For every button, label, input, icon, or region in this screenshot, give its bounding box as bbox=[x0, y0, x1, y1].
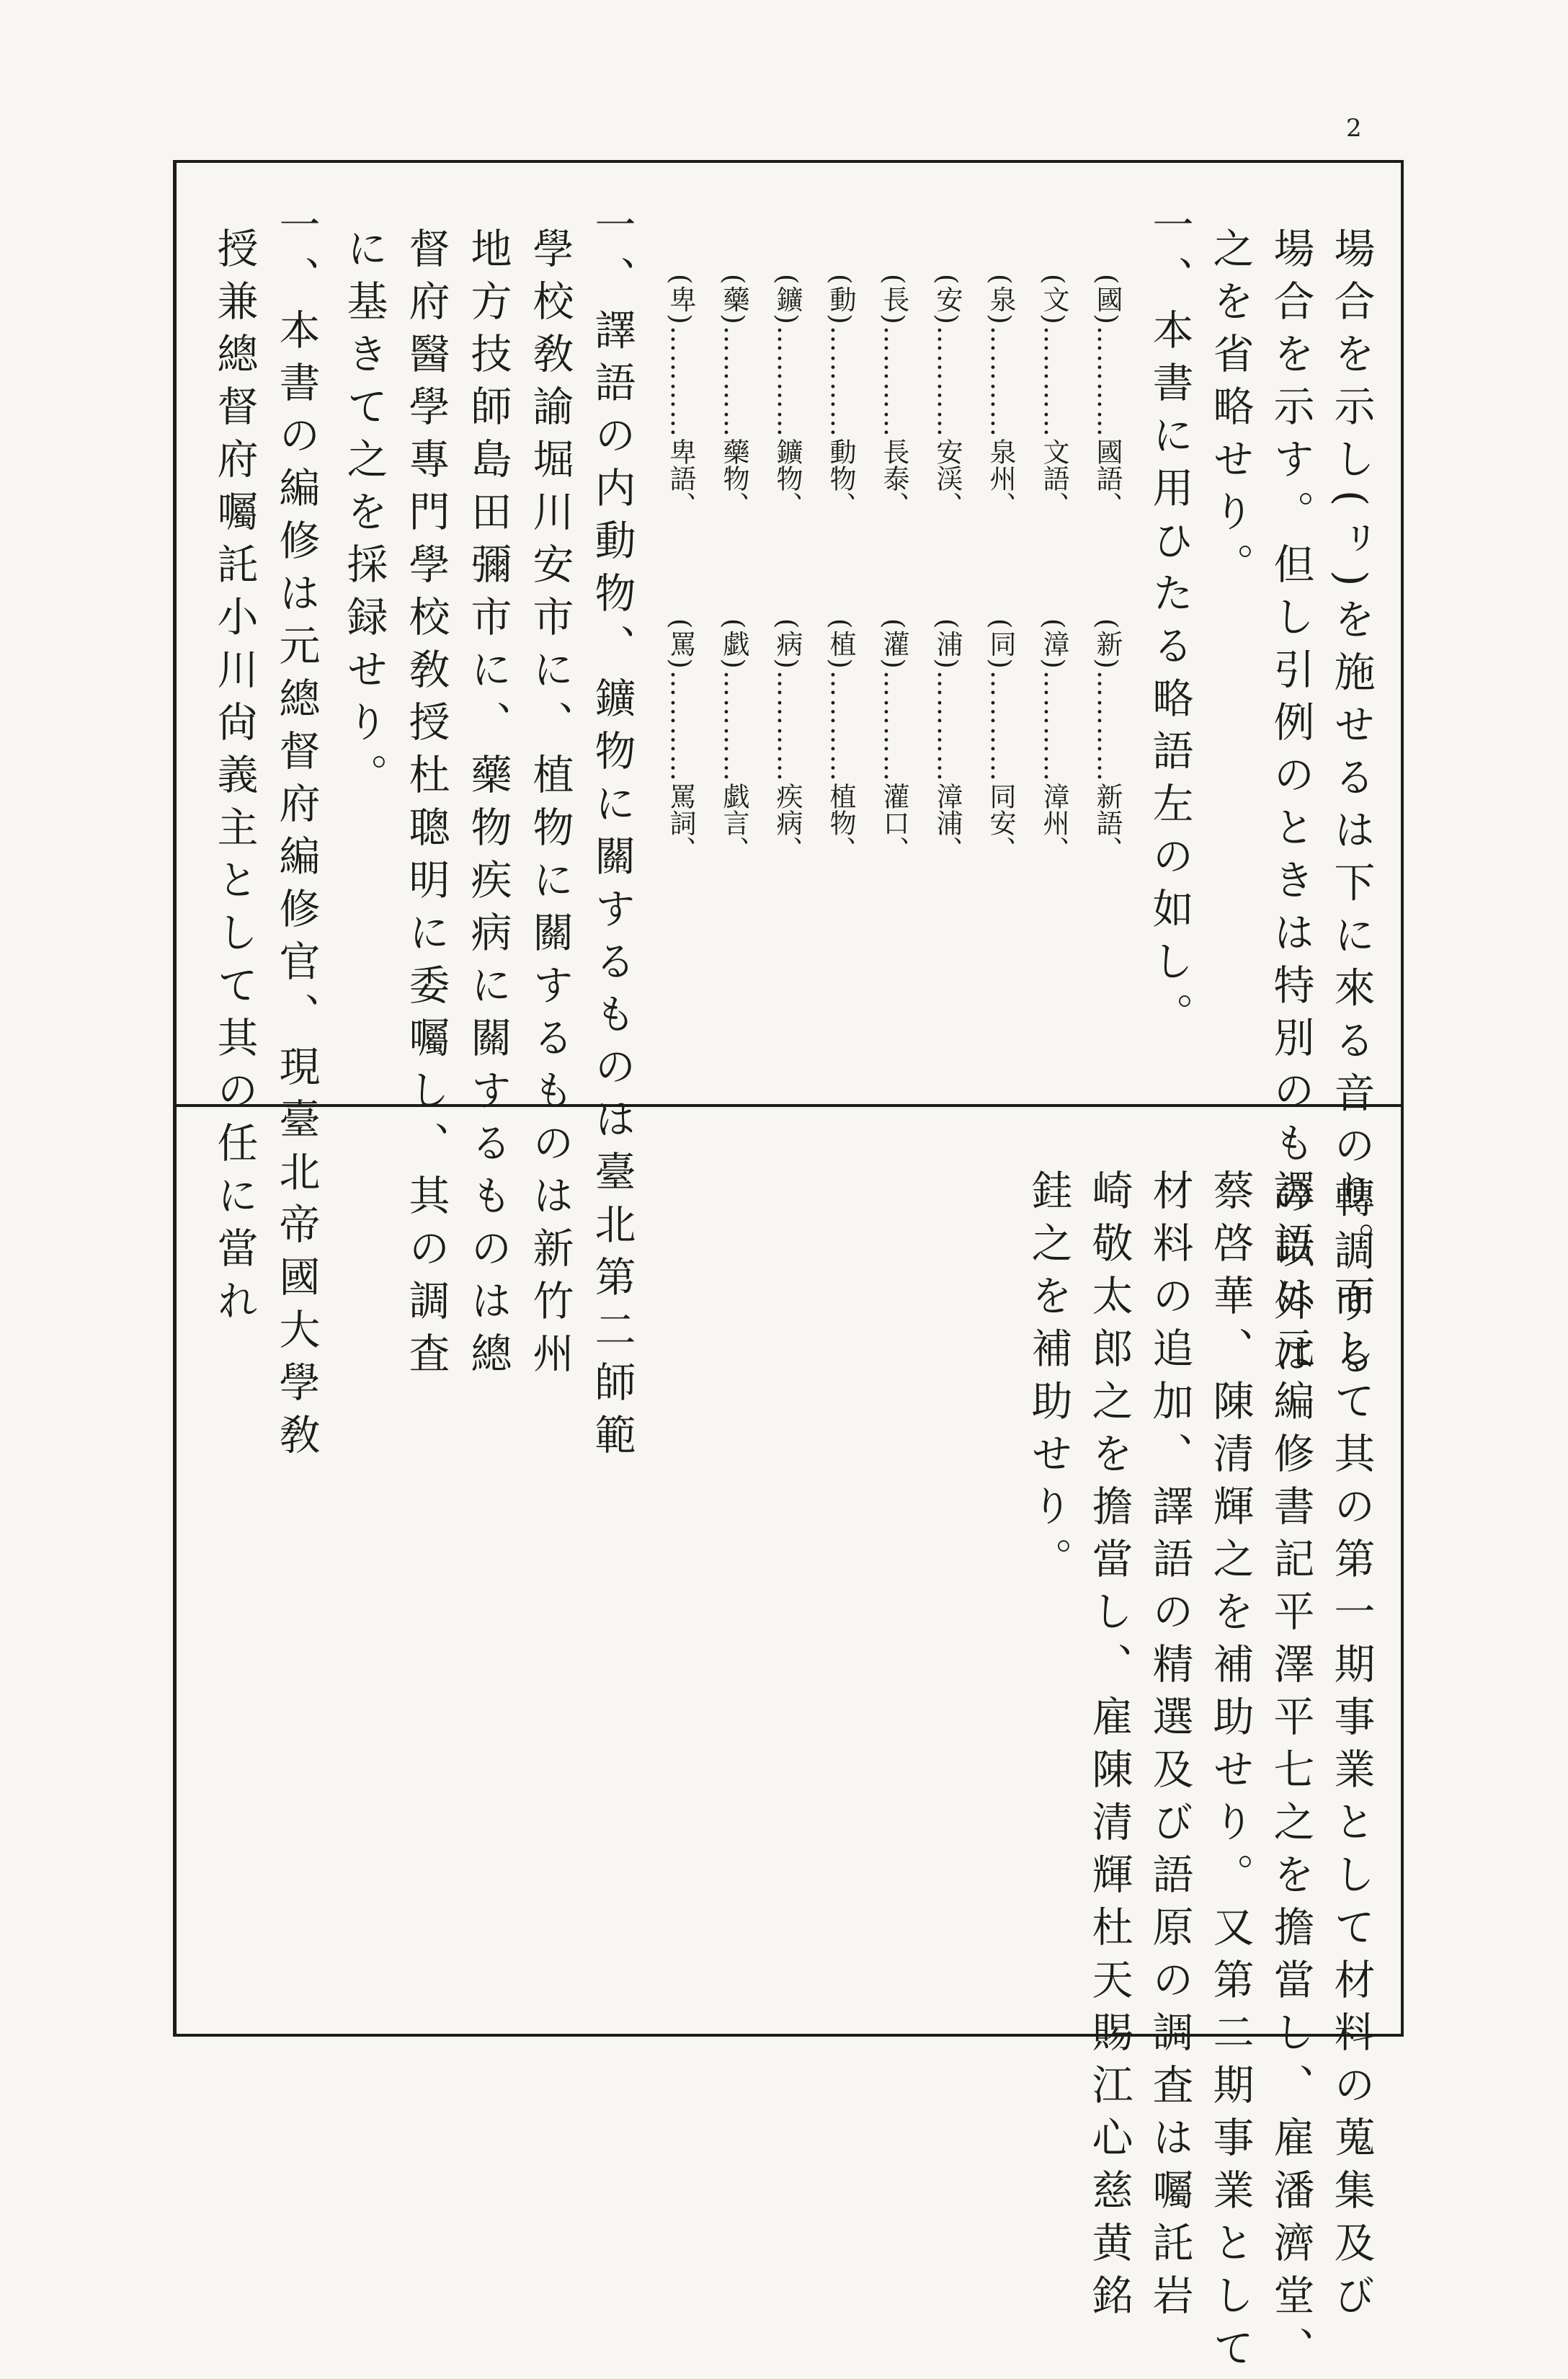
intro-line: 場合を示す。但し引例のときは特別のもの以外は bbox=[1267, 227, 1314, 1384]
abbreviation-entry: (鑛)…………鑛物、 bbox=[772, 274, 803, 518]
abbreviation-entry: (植)…………植物、 bbox=[825, 618, 856, 863]
continuation-line: り。而して其の第一期事業として材料の蒐集及び bbox=[1327, 1169, 1375, 2326]
abbreviation-entry: (灌)…………灌口、 bbox=[878, 618, 909, 863]
abbreviation-entry: (泉)…………泉州、 bbox=[985, 274, 1016, 518]
abbreviation-entry: (罵)…………罵詞、 bbox=[665, 618, 696, 863]
translation-line: 地方技師島田彌市に、藥物疾病に關するものは總 bbox=[464, 227, 512, 1384]
abbreviation-entry: (同)…………同安、 bbox=[985, 618, 1016, 863]
abbreviation-entry: (病)…………疾病、 bbox=[772, 618, 803, 863]
continuation-line: 材料の追加、譯語の精選及び語原の調査は囑託岩 bbox=[1146, 1169, 1193, 2326]
abbreviation-entry: (浦)…………漳浦、 bbox=[932, 618, 963, 863]
continuation-line: 譯語は元編修書記平澤平七之を擔當し、雇潘濟堂、 bbox=[1267, 1169, 1314, 2379]
compilation-line: 一、本書の編修は元總督府編修官、現臺北帝國大學敎 bbox=[272, 203, 320, 1466]
translation-line: に基きて之を採録せり。 bbox=[340, 227, 388, 806]
compilation-line: 授兼總督府囑託小川尙義主として其の任に當れ bbox=[210, 227, 258, 1332]
abbreviation-entry: (漳)…………漳州、 bbox=[1038, 618, 1069, 863]
continuation-line: 崎敬太郎之を擔當し、雇陳清輝杜天賜江心慈黄銘 bbox=[1085, 1169, 1133, 2326]
abbreviation-entry: (安)…………安渓、 bbox=[932, 274, 963, 518]
abbreviation-heading: 一、本書に用ひたる略語左の如し。 bbox=[1146, 203, 1193, 1045]
abbreviation-entry: (卑)…………卑語、 bbox=[665, 274, 696, 518]
abbreviation-entry: (長)…………長泰、 bbox=[878, 274, 909, 518]
translation-line: 督府醫學專門學校敎授杜聰明に委囑し、其の調査 bbox=[402, 227, 450, 1384]
abbreviation-entry: (戯)…………戯言、 bbox=[718, 618, 749, 863]
section-divider bbox=[173, 1104, 1404, 1107]
translation-line: 學校敎諭堀川安市に、植物に關するものは新竹州 bbox=[526, 227, 574, 1384]
abbreviation-entry: (藥)…………藥物、 bbox=[718, 274, 749, 518]
abbreviation-entry: (國)…………國語、 bbox=[1092, 274, 1123, 518]
abbreviation-entry: (動)…………動物、 bbox=[825, 274, 856, 518]
translation-line: 一、譯語の内動物、鑛物に關するものは臺北第二師範 bbox=[588, 203, 636, 1466]
continuation-line: 蔡啓華、陳清輝之を補助せり。又第二期事業として bbox=[1206, 1169, 1254, 2379]
abbreviation-entry: (文)…………文語、 bbox=[1038, 274, 1069, 518]
intro-line: 之を省略せり。 bbox=[1206, 227, 1254, 595]
page-number: 2 bbox=[1346, 114, 1362, 143]
intro-line: 場合を示し(ㇼ)を施せるは下に來る音の轉調する bbox=[1327, 227, 1375, 1387]
continuation-line: 銈之を補助せり。 bbox=[1025, 1169, 1072, 1590]
abbreviation-entry: (新)…………新語、 bbox=[1092, 618, 1123, 863]
